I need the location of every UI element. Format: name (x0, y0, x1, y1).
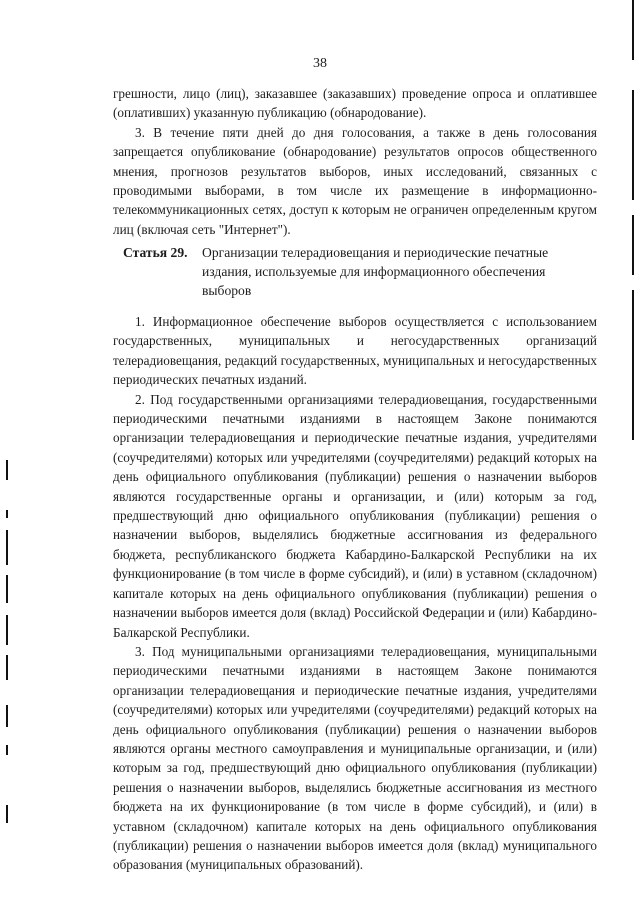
article-heading (113, 243, 597, 300)
scan-mark-right (632, 290, 634, 440)
paragraph-continuation: грешности, лицо (лиц), заказавшее (заказавших) проведение опроса и оплатившее (оплативших) указанную публикацию (обнародование). (113, 86, 597, 121)
paragraph-3-polls: 3. В течение пяти дней до дня голосования, а также в день голосования запрещается опубликование (обнародование) результатов опросов общественного мнения, прогнозов результатов выборов, иных исследований, связанных с проводимыми выборами, в том числе их размещение в информационно-телекоммуникационных сетях, доступ к которым не ограничен определенным кругом лиц (включая сеть "Интернет"). (113, 124, 597, 237)
article-body (113, 312, 597, 875)
scan-mark-left (6, 575, 8, 603)
article-paragraph-1: 1. Информационное обеспечение выборов осуществляется с использованием государственных, муниципальных и негосударственных организаций телерадиовещания, редакций государственных, муниципальных и негосударственных периодических печатных изданий. (113, 314, 597, 388)
scan-mark-right (632, 215, 634, 275)
article-title: Организации телерадиовещания и периодические печатные издания, используемые для информационного обеспечения выборов (202, 245, 549, 298)
scan-mark-left (6, 615, 8, 645)
scan-mark-right (632, 0, 634, 60)
intro-text (113, 84, 597, 239)
scan-mark-left (6, 705, 8, 727)
scan-mark-left (6, 655, 8, 680)
article-number: Статья 29. (123, 245, 188, 260)
article-paragraph-3: 3. Под муниципальными организациями телерадиовещания, муниципальными периодическими печатными изданиями в настоящем Законе понимаются организации телерадиовещания и периодические печатные издания, учредителями (соучредителями) которых или учредителями (соучредителями) редакций которых на день официального опубликования (публикации) решения о назначении выборов являются органы местного самоуправления и муниципальные организации, и (или) которым за год, предшествующий дню официального опубликования (публикации) решения о назначении выборов, выделялись бюджетные ассигнования из местного бюджета на их функционирование (в том числе в форме субсидий), и (или) в уставном (складочном) капитале которых на день официального опубликования (публикации) решения о назначении выборов имеется доля (вклад) муниципального образования (муниципальных образований). (113, 643, 597, 873)
scan-mark-left (6, 510, 8, 518)
scan-mark-left (6, 745, 8, 755)
scan-mark-left (6, 460, 8, 480)
scan-mark-left (6, 805, 8, 823)
scan-mark-right (632, 90, 634, 200)
scan-mark-left (6, 530, 8, 565)
page-number: 38 (313, 56, 327, 71)
article-paragraph-2: 2. Под государственными организациями телерадиовещания, государственными периодическими печатными изданиями в настоящем Законе понимаются организации телерадиовещания и периодические печатные издания, учредителями (соучредителями) которых или учредителями (соучредителями) редакций которых на день официального опубликования (публикации) решения о назначении выборов являются государственные органы и организации, и (или) которым за год, предшествующий дню официального опубликования (публикации) решения о назначении выборов, выделялись бюджетные ассигнования из федерального бюджета, республиканского бюджета Кабардино-Балкарской Республики на их функционирование (в том числе в форме субсидий), и (или) в уставном (складочном) капитале которых на день официального опубликования (публикации) решения о назначении выборов имеется доля (вклад) Российской Федерации и (или) Кабардино-Балкарской Республики. (113, 391, 597, 640)
